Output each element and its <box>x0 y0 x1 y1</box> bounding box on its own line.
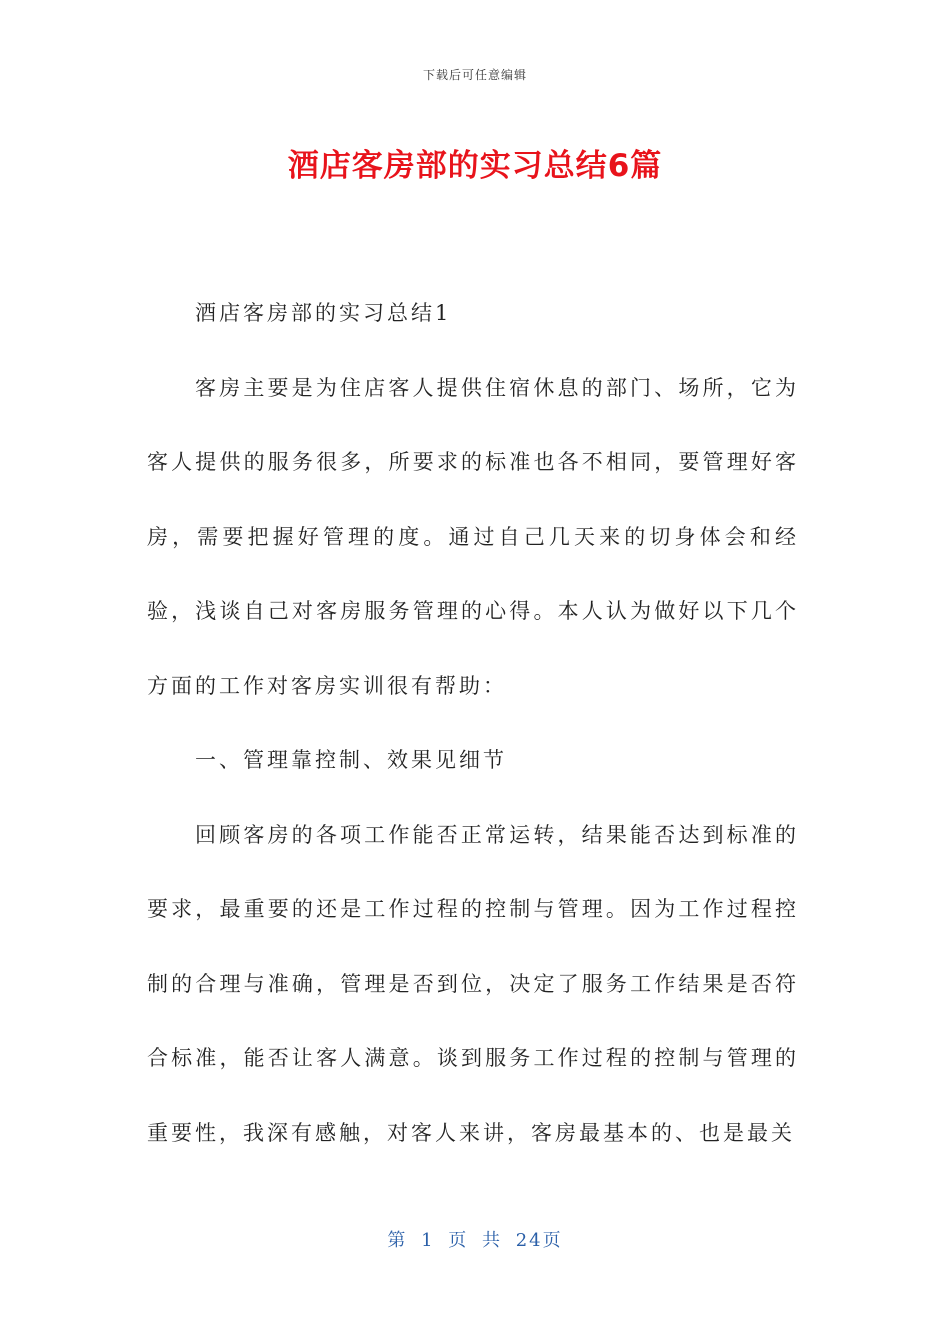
page-number: 第 1 页 共 24页 <box>387 1230 563 1251</box>
section-heading: 酒店客房部的实习总结1 <box>195 301 452 325</box>
header-note: 下载后可任意编辑 <box>422 68 527 82</box>
subsection-heading: 一、管理靠控制、效果见细节 <box>195 748 507 772</box>
document-title: 酒店客房部的实习总结6篇 <box>287 148 663 184</box>
paragraph: 客房主要是为住店客人提供住宿休息的部门、场所，它为客人提供的服务很多，所要求的标准也各不相同，要管理好客房，需要把握好管理的度。通过自己几天来的切身体会和经验，浅谈自己对客房服务管理的心得。本人认为做好以下几个方面的工作对客房实训很有帮助： <box>147 375 799 698</box>
document-body <box>147 276 799 1170</box>
paragraph: 回顾客房的各项工作能否正常运转，结果能否达到标准的要求，最重要的还是工作过程的控制与管理。因为工作过程控制的合理与准确，管理是否到位，决定了服务工作结果是否符合标准，能否让客人满意。谈到服务工作过程的控制与管理的重要性，我深有感触，对客人来讲，客房最基本的、也是最关 <box>147 822 799 1145</box>
